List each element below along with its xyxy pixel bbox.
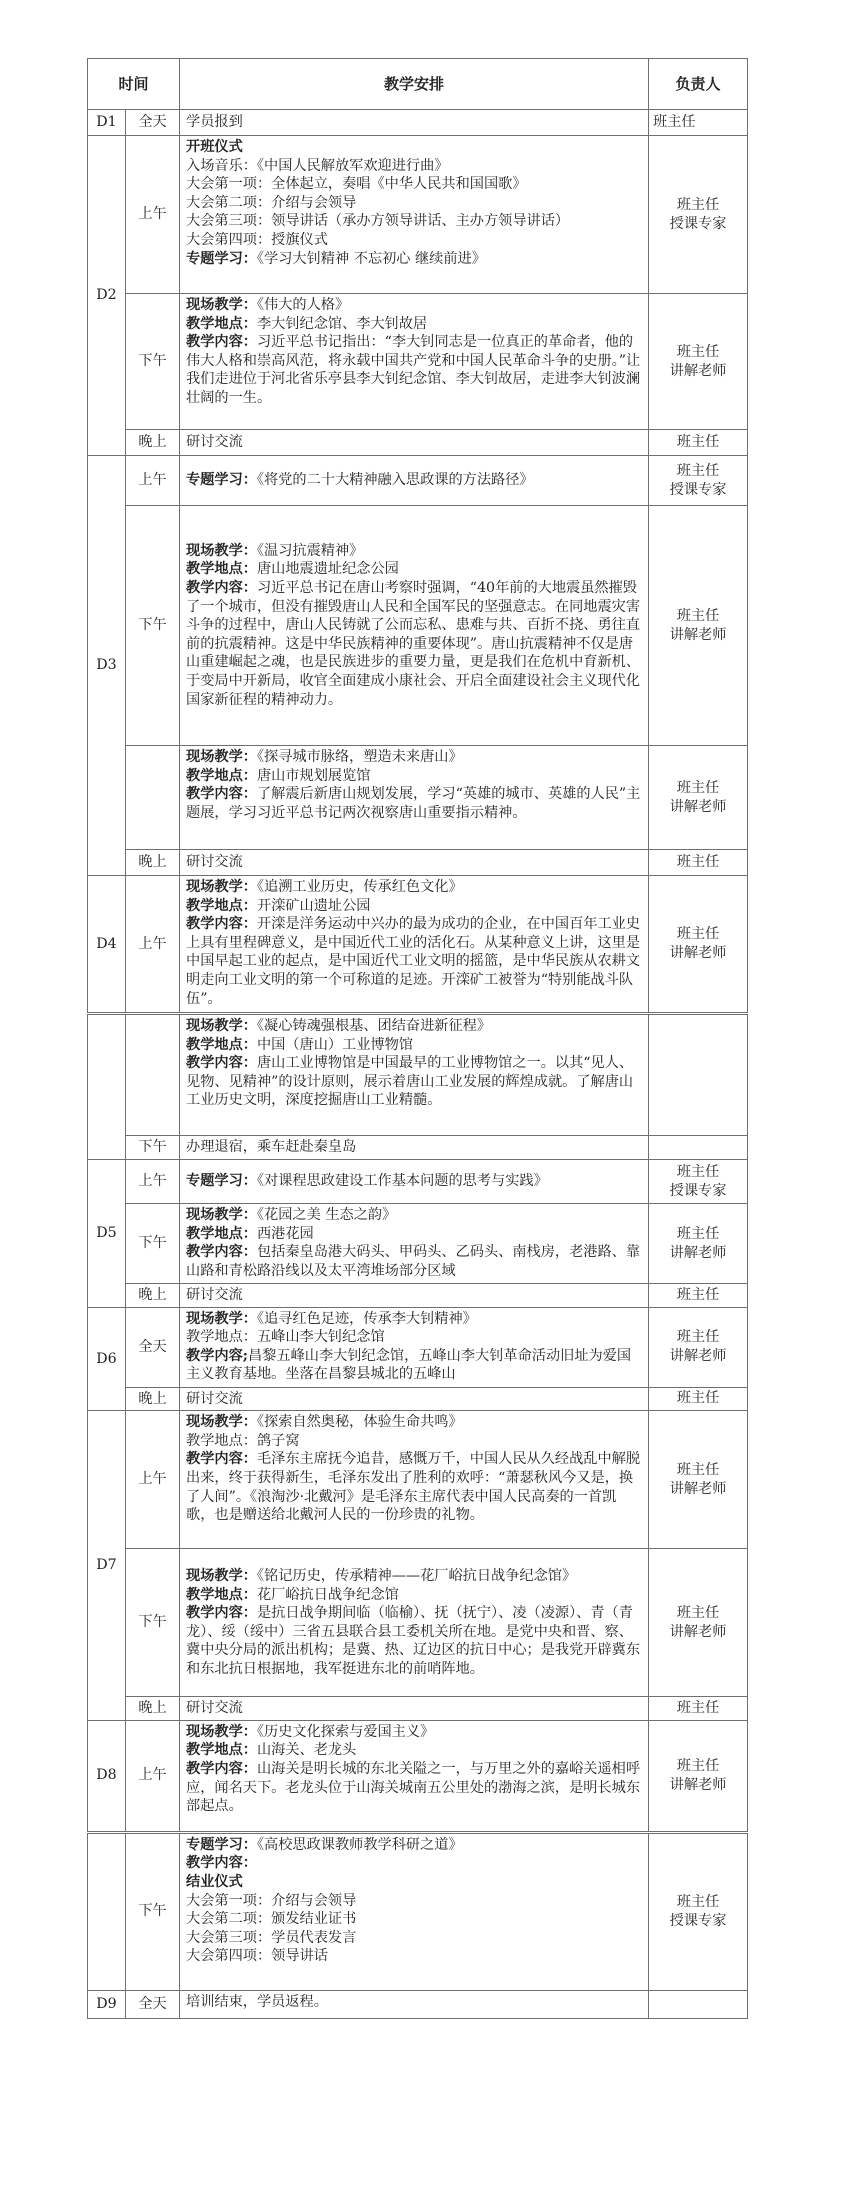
period-label: 全天 bbox=[126, 110, 180, 136]
period-label: 下午 bbox=[126, 1204, 180, 1284]
schedule-content: 现场教学：《历史文化探索与爱国主义》 教学地点：山海关、老龙头 教学内容：山海关是明长城的东北关隘之一，与万里之外的嘉峪关遥相呼应，闻名天下。老龙头位于山海关城南五公里处的渤海之滨，是明长城东部起点。 bbox=[180, 1720, 649, 1832]
schedule-content: 现场教学：《追寻红色足迹，传承李大钊精神》 教学地点：五峰山李大钊纪念馆 教学内容;昌黎五峰山李大钊纪念馆，五峰山李大钊革命活动旧址为爱国主义教育基地。坐落在昌黎县城北的五峰山 bbox=[180, 1307, 649, 1387]
owner-cell: 班主任 bbox=[649, 1284, 748, 1308]
study-value: 《高校思政课教师教学科研之道》 bbox=[256, 1836, 463, 1853]
ceremony-line: 大会第一项：介绍与会领导 bbox=[186, 1892, 357, 1909]
schedule-content: 现场教学：《伟大的人格》 教学地点：李大钊纪念馆、李大钊故居 教学内容：习近平总书记指出：“李大钊同志是一位真正的革命者，他的伟大人格和崇高风范，将永载中国共产党和中国人民革命斗争的史册。”让我们走进位于河北省乐亭县李大钊纪念馆、李大钊故居，走进李大钊波澜壮阔的一生。 bbox=[180, 294, 649, 430]
owner-cell: 班主任 授课专家 bbox=[649, 136, 748, 294]
header-owner: 负责人 bbox=[649, 59, 748, 110]
owner-cell: 班主任 讲解老师 bbox=[649, 746, 748, 850]
place-value: 西港花园 bbox=[256, 1225, 314, 1242]
day-label: D5 bbox=[88, 1160, 126, 1308]
ceremony-line: 大会第一项：全体起立，奏唱《中华人民共和国国歌》 bbox=[186, 176, 527, 193]
schedule-content: 研讨交流 bbox=[180, 1284, 649, 1308]
table-row-d7-afternoon bbox=[88, 1549, 748, 1697]
period-label: 下午 bbox=[126, 1549, 180, 1697]
period-label: 下午 bbox=[126, 294, 180, 430]
owner-cell: 班主任 讲解老师 bbox=[649, 1549, 748, 1697]
schedule-content: 研讨交流 bbox=[180, 850, 649, 876]
day-label: D8 bbox=[88, 1720, 126, 1832]
table-row-d6-all-day bbox=[88, 1307, 748, 1387]
ceremony-line: 大会第二项：介绍与会领导 bbox=[186, 194, 357, 211]
day-label: D1 bbox=[88, 110, 126, 136]
schedule-content: 办理退宿，乘车赶赴秦皇岛 bbox=[180, 1136, 649, 1160]
owner-cell: 班主任 bbox=[649, 430, 748, 456]
period-label: 晚上 bbox=[126, 850, 180, 876]
place-value: 唐山市规划展览馆 bbox=[256, 767, 371, 784]
schedule-content: 研讨交流 bbox=[180, 1697, 649, 1721]
place-value: 五峰山李大钊纪念馆 bbox=[256, 1329, 385, 1346]
table-row-d6-evening bbox=[88, 1387, 748, 1411]
content-value: 唐山工业博物馆是中国最早的工业博物馆之一。以其“见人、见物、见精神”的设计原则，展示着唐山工业发展的辉煌成就。了解唐山工业历史文明，深度挖掘唐山工业精髓。 bbox=[186, 1055, 634, 1109]
site-title: 《历史文化探索与爱国主义》 bbox=[256, 1723, 435, 1740]
header-time: 时间 bbox=[88, 59, 180, 110]
period-label: 晚上 bbox=[126, 1697, 180, 1721]
content-value: 包括秦皇岛港大码头、甲码头、乙码头、南栈房，老港路、靠山路和青松路沿线以及太平湾堆场部分区域 bbox=[186, 1244, 641, 1279]
owner-cell bbox=[649, 1136, 748, 1160]
site-title: 《凝心铸魂强根基、团结奋进新征程》 bbox=[256, 1018, 492, 1034]
period-label: 全天 bbox=[126, 1307, 180, 1387]
header-arrangement: 教学安排 bbox=[180, 59, 649, 110]
study-value: 《将党的二十大精神融入思政课的方法路径》 bbox=[256, 472, 534, 489]
day-label: D2 bbox=[88, 136, 126, 456]
day-label: D7 bbox=[88, 1411, 126, 1721]
owner-cell: 班主任 讲解老师 bbox=[649, 294, 748, 430]
table-row-d2-morning bbox=[88, 136, 748, 294]
site-title: 《伟大的人格》 bbox=[256, 297, 350, 313]
owner-cell: 班主任 bbox=[649, 1387, 748, 1411]
teaching-schedule-table bbox=[87, 58, 748, 2019]
table-row-d3-afternoon-1 bbox=[88, 506, 748, 746]
owner-cell bbox=[649, 1014, 748, 1136]
ceremony-line: 大会第二项：颁发结业证书 bbox=[186, 1911, 357, 1928]
place-value: 花厂峪抗日战争纪念馆 bbox=[256, 1586, 399, 1603]
ceremony-line: 大会第三项：学员代表发言 bbox=[186, 1929, 357, 1946]
period-label: 晚上 bbox=[126, 430, 180, 456]
content-value: 山海关是明长城的东北关隘之一，与万里之外的嘉峪关遥相呼应，闻名天下。老龙头位于山海关城南五公里处的渤海之滨，是明长城东部起点。 bbox=[186, 1760, 641, 1815]
place-value: 鸽子窝 bbox=[256, 1432, 300, 1449]
place-value: 山海关、老龙头 bbox=[256, 1742, 357, 1759]
content-value: 昌黎五峰山李大钊纪念馆，五峰山李大钊革命活动旧址为爱国主义教育基地。坐落在昌黎县城北的五峰山 bbox=[186, 1347, 632, 1383]
schedule-content: 现场教学：《探寻城市脉络，塑造未来唐山》 教学地点：唐山市规划展览馆 教学内容：了解震后新唐山规划发展，学习“英雄的城市、英雄的人民”主题展，学习习近平总书记两次视察唐山重要指示精神。 bbox=[180, 746, 649, 850]
place-value: 开滦矿山遗址公园 bbox=[256, 897, 371, 914]
schedule-content: 现场教学：《花园之美 生态之韵》 教学地点：西港花园 教学内容：包括秦皇岛港大码头、甲码头、乙码头、南栈房，老港路、靠山路和青松路沿线以及太平湾堆场部分区域 bbox=[180, 1204, 649, 1284]
table-row-d7-morning bbox=[88, 1411, 748, 1549]
table-row-d3-evening bbox=[88, 850, 748, 876]
period-label: 晚上 bbox=[126, 1284, 180, 1308]
ceremony-line: 大会第四项：领导讲话 bbox=[186, 1948, 328, 1965]
owner-cell: 班主任 讲解老师 bbox=[649, 1411, 748, 1549]
owner-cell: 班主任 授课专家 bbox=[649, 1160, 748, 1204]
period-label: 上午 bbox=[126, 1720, 180, 1832]
table-row-d9 bbox=[88, 1990, 748, 2018]
table-row-d1 bbox=[88, 110, 748, 136]
content-value: 是抗日战争期间临（临榆）、抚（抚宁）、凌（凌源）、青（青龙）、绥（绥中）三省五县联合县工委机关所在地。是党中央和晋、察、冀中央分局的派出机构；是冀、热、辽边区的抗日中心；是我党开辟冀东和东北抗日根据地，我军挺进东北的前哨阵地。 bbox=[186, 1605, 641, 1677]
owner-cell bbox=[649, 1990, 748, 2018]
schedule-content: 现场教学：《追溯工业历史，传承红色文化》 教学地点：开滦矿山遗址公园 教学内容：开滦是洋务运动中兴办的最为成功的企业，在中国百年工业史上具有里程碑意义，是中国近代工业的活化石。从某种意义上讲，这里是中国早起工业的起点，是中国近代工业文明的摇篮，是中华民族从农耕文明走向工业文明的第一个可称道的足迹。开滦矿工被誉为“特别能战斗队伍”。 bbox=[180, 876, 649, 1014]
table-row-d7-evening bbox=[88, 1697, 748, 1721]
content-value: 了解震后新唐山规划发展，学习“英雄的城市、英雄的人民”主题展，学习习近平总书记两次视察唐山重要指示精神。 bbox=[186, 786, 641, 821]
table-row-d3-morning bbox=[88, 456, 748, 506]
schedule-content: 现场教学：《探索自然奥秘，体验生命共鸣》 教学地点：鸽子窝 教学内容：毛泽东主席抚今追昔，感慨万千，中国人民从久经战乱中解脱出来，终于获得新生，毛泽东发出了胜利的欢呼：“萧瑟秋风今又是，换了人间”。《浪淘沙·北戴河》是毛泽东主席代表中国人民高奏的一首凯歌，也是赠送给北戴河人民的一份珍贵的礼物。 bbox=[180, 1411, 649, 1549]
schedule-content: 研讨交流 bbox=[180, 430, 649, 456]
table-row-d4-continued bbox=[88, 1014, 748, 1136]
owner-cell: 班主任 讲解老师 bbox=[649, 1307, 748, 1387]
period-label: 下午 bbox=[126, 1832, 180, 1990]
schedule-content: 学员报到 bbox=[180, 110, 649, 136]
site-title: 《探寻城市脉络，塑造未来唐山》 bbox=[256, 749, 463, 765]
period-label: 上午 bbox=[126, 876, 180, 1014]
owner-cell: 班主任 授课专家 bbox=[649, 1832, 748, 1990]
site-title: 《探索自然奥秘，体验生命共鸣》 bbox=[256, 1414, 463, 1431]
day-label: D6 bbox=[88, 1307, 126, 1411]
table-row-d2-afternoon bbox=[88, 294, 748, 430]
period-label: 上午 bbox=[126, 1160, 180, 1204]
content-value: 习近平总书记指出：“李大钊同志是一位真正的革命者，他的伟大人格和崇高风范，将永载中国共产党和中国人民革命斗争的史册。”让我们走进位于河北省乐亭县李大钊纪念馆、李大钊故居，走进李大钊波澜壮阔的一生。 bbox=[186, 334, 641, 406]
schedule-content: 专题学习：《对课程思政建设工作基本问题的思考与实践》 bbox=[180, 1160, 649, 1204]
schedule-content bbox=[180, 136, 649, 294]
schedule-content: 研讨交流 bbox=[180, 1387, 649, 1411]
place-value: 中国（唐山）工业博物馆 bbox=[256, 1036, 414, 1053]
schedule-content: 现场教学：《温习抗震精神》 教学地点：唐山地震遗址纪念公园 教学内容：习近平总书记在唐山考察时强调，“40年前的大地震虽然摧毁了一个城市，但没有摧毁唐山人民和全国军民的坚强意志。在同地震灾害斗争的过程中，唐山人民铸就了公而忘私、患难与共、百折不挠、勇往直前的抗震精神。这是中华民族精神的重要体现”。唐山抗震精神不仅是唐山重建崛起之魂，也是民族进步的重要力量，更是我们在危机中育新机、于变局中开新局，收官全面建成小康社会、开启全面建设社会主义现代化国家新征程的精神动力。 bbox=[180, 506, 649, 746]
period-label: 下午 bbox=[126, 506, 180, 746]
table-row-d2-evening bbox=[88, 430, 748, 456]
owner-cell: 班主任 讲解老师 bbox=[649, 876, 748, 1014]
study-value: 《对课程思政建设工作基本问题的思考与实践》 bbox=[256, 1173, 548, 1190]
owner-cell: 班主任 讲解老师 bbox=[649, 1204, 748, 1284]
study-label: 专题学习： bbox=[186, 250, 257, 267]
day-label: D9 bbox=[88, 1990, 126, 2018]
content-value: 毛泽东主席抚今追昔，感慨万千，中国人民从久经战乱中解脱出来，终于获得新生，毛泽东发出了胜利的欢呼：“萧瑟秋风今又是，换了人间”。《浪淘沙·北戴河》是毛泽东主席代表中国人民高奏的一首凯歌，也是赠送给北戴河人民的一份珍贵的礼物。 bbox=[186, 1451, 641, 1524]
owner-cell: 班主任 讲解老师 bbox=[649, 1720, 748, 1832]
period-label: 上午 bbox=[126, 456, 180, 506]
schedule-content: 现场教学：《铭记历史，传承精神——花厂峪抗日战争纪念馆》 教学地点：花厂峪抗日战争纪念馆 教学内容：是抗日战争期间临（临榆）、抚（抚宁）、凌（凌源）、青（青龙）、绥（绥中）三省五县联合县工委机关所在地。是党中央和晋、察、冀中央分局的派出机构；是冀、热、辽边区的抗日中心；是我党开辟冀东和东北抗日根据地，我军挺进东北的前哨阵地。 bbox=[180, 1549, 649, 1697]
content-value: 习近平总书记在唐山考察时强调，“40年前的大地震虽然摧毁了一个城市，但没有摧毁唐山人民和全国军民的坚强意志。在同地震灾害斗争的过程中，唐山人民铸就了公而忘私、患难与共、百折不挠、勇往直前的抗震精神。这是中华民族精神的重要体现”。唐山抗震精神不仅是唐山重建崛起之魂，也是民族进步的重要力量，更是我们在危机中育新机、于变局中开新局，收官全面建成小康社会、开启全面建设社会主义现代化国家新征程的精神动力。 bbox=[186, 580, 641, 708]
site-title: 《铭记历史，传承精神——花厂峪抗日战争纪念馆》 bbox=[256, 1567, 577, 1584]
site-title: 《追寻红色足迹，传承李大钊精神》 bbox=[256, 1310, 477, 1327]
table-row-d4-afternoon bbox=[88, 1136, 748, 1160]
table-row-d4-morning bbox=[88, 876, 748, 1014]
period-label: 晚上 bbox=[126, 1387, 180, 1411]
ceremony-line: 大会第四项：授旗仪式 bbox=[186, 231, 328, 248]
table-row-d8-afternoon bbox=[88, 1832, 748, 1990]
schedule-content: 专题学习：《将党的二十大精神融入思政课的方法路径》 bbox=[180, 456, 649, 506]
place-value: 唐山地震遗址纪念公园 bbox=[256, 561, 399, 578]
table-row-d5-evening bbox=[88, 1284, 748, 1308]
site-title: 《温习抗震精神》 bbox=[256, 542, 364, 559]
ceremony-title: 结业仪式 bbox=[186, 1873, 243, 1890]
site-title: 《花园之美 生态之韵》 bbox=[256, 1207, 397, 1223]
schedule-content: 现场教学：《凝心铸魂强根基、团结奋进新征程》 教学地点：中国（唐山）工业博物馆 教学内容：唐山工业博物馆是中国最早的工业博物馆之一。以其“见人、见物、见精神”的设计原则，展示着唐山工业发展的辉煌成就。了解唐山工业历史文明，深度挖掘唐山工业精髓。 bbox=[180, 1014, 649, 1136]
owner-cell: 班主任 讲解老师 bbox=[649, 506, 748, 746]
ceremony-line: 入场音乐：《中国人民解放军欢迎进行曲》 bbox=[186, 157, 449, 174]
day-label: D3 bbox=[88, 456, 126, 876]
owner-cell: 班主任 bbox=[649, 850, 748, 876]
period-label: 上午 bbox=[126, 1411, 180, 1549]
ceremony-line: 大会第三项：领导讲话（承办方领导讲话、主办方领导讲话） bbox=[186, 213, 570, 230]
table-row-d5-afternoon bbox=[88, 1204, 748, 1284]
header-row bbox=[88, 59, 748, 110]
schedule-content: 培训结束，学员返程。 bbox=[180, 1990, 649, 2018]
day-label: D4 bbox=[88, 876, 126, 1014]
period-label: 全天 bbox=[126, 1990, 180, 2018]
study-value: 《学习大钊精神 不忘初心 继续前进》 bbox=[256, 250, 486, 267]
owner-cell: 班主任 授课专家 bbox=[649, 456, 748, 506]
content-value: 开滦是洋务运动中兴办的最为成功的企业，在中国百年工业史上具有里程碑意义，是中国近代工业的活化石。从某种意义上讲，这里是中国早起工业的起点，是中国近代工业文明的摇篮，是中华民族从农耕文明走向工业文明的第一个可称道的足迹。开滦矿工被誉为“特别能战斗队伍”。 bbox=[186, 916, 641, 1007]
place-value: 李大钊纪念馆、李大钊故居 bbox=[256, 315, 428, 332]
site-title: 《追溯工业历史，传承红色文化》 bbox=[256, 879, 463, 895]
ceremony-title: 开班仪式 bbox=[186, 139, 243, 155]
table-row-d5-morning bbox=[88, 1160, 748, 1204]
owner-cell: 班主任 bbox=[649, 110, 748, 136]
schedule-content: 专题学习：《高校思政课教师教学科研之道》 教学内容： 结业仪式 大会第一项：介绍与会领导 大会第二项：颁发结业证书 大会第三项：学员代表发言 大会第四项：领导讲话 bbox=[180, 1832, 649, 1990]
period-label: 上午 bbox=[126, 136, 180, 294]
period-label: 下午 bbox=[126, 1136, 180, 1160]
table-row-d8-morning bbox=[88, 1720, 748, 1832]
owner-cell: 班主任 bbox=[649, 1697, 748, 1721]
table-row-d3-afternoon-2 bbox=[88, 746, 748, 850]
